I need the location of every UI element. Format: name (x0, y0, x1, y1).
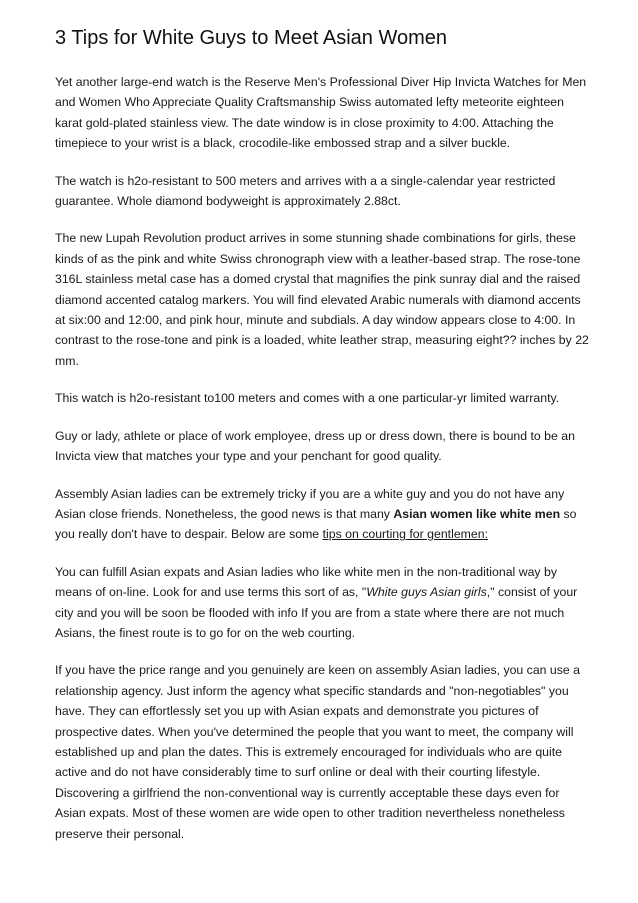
paragraph-6-text-b: so you really don't have to despair. Below are some (55, 506, 577, 542)
paragraph-4: This watch is h2o-resistant to100 meters and comes with a one particular-yr limited warranty. (55, 391, 560, 406)
paragraph-5: Guy or lady, athlete or place of work employee, dress up or dress down, there is bound to be an Invicta view that matches your type and your penchant for good quality. (55, 428, 575, 464)
paragraph-7-text-a: You can fulfill Asian expats and Asian ladies who like white men in the non-traditional way by means of on-line. Look for and use terms this sort of as, " (55, 564, 557, 600)
italic-phrase: White guys Asian girls (366, 585, 487, 600)
paragraph-7-text-b: ," consist of your city and you will be soon be flooded with info If you are from a state where there are not much Asians, the finest route is to go for on the web courting. (55, 585, 578, 640)
page-title: 3 Tips for White Guys to Meet Asian Women (55, 27, 448, 49)
paragraph-6-text-a: Assembly Asian ladies can be extremely tricky if you are a white guy and you do not have any Asian close friends. Nonetheless, the good news is that many (55, 486, 565, 521)
bold-phrase: Asian women like white men (393, 506, 561, 521)
paragraph-1: Yet another large-end watch is the Reserve Men's Professional Diver Hip Invicta Watches for Men and Women Who Appreciate Quality Craftsmanship Swiss automated lefty meteorite eighteen karat gold-plated stainless view. The date window is in close proximity to 4:00. Attaching the timepiece to your wrist is a black, crocodile-like embossed strap and a silver buckle. (55, 75, 587, 151)
paragraph-6 (55, 484, 589, 545)
document-page (55, 24, 589, 861)
paragraph-8: If you have the price range and you genuinely are keen on assembly Asian ladies, you can use a relationship agency. Just inform the agency what specific standards and "non-negotiables" you have. They can effortlessly set you up with Asian expats and demonstrate you pictures of prospective dates. When you've determined the people that you want to meet, the company will established up and plan the dates. This is extremely encouraged for individuals who are quite active and do not have considerably time to surf online or deal with their courting lifestyle. Discovering a girlfriend the non-conventional way is currently acceptable these days even for Asian expats. Most of these women are wide open to other tradition nevertheless nonetheless preserve their personal. (55, 663, 581, 841)
paragraph-3: The new Lupah Revolution product arrives in some stunning shade combinations for girls, these kinds of as the pink and white Swiss chronograph view with a leather-based strap. The rose-tone 316L stainless metal case has a domed crystal that magnifies the pink sunray dial and the raised diamond accented catalog markers. You will find elevated Arabic numerals with diamond accents at six:00 and 12:00, and pink hour, minute and subdials. A day window appears close to 4:00. In contrast to the rose-tone and pink is a loaded, white leather strap, measuring eight?? inches by 22 mm. (55, 231, 589, 368)
paragraph-2: The watch is h2o-resistant to 500 meters and arrives with a a single-calendar year restricted guarantee. Whole diamond bodyweight is approximately 2.88ct. (55, 173, 556, 209)
tips-link[interactable]: tips on courting for gentlemen: (322, 527, 488, 542)
paragraph-7 (55, 562, 589, 644)
